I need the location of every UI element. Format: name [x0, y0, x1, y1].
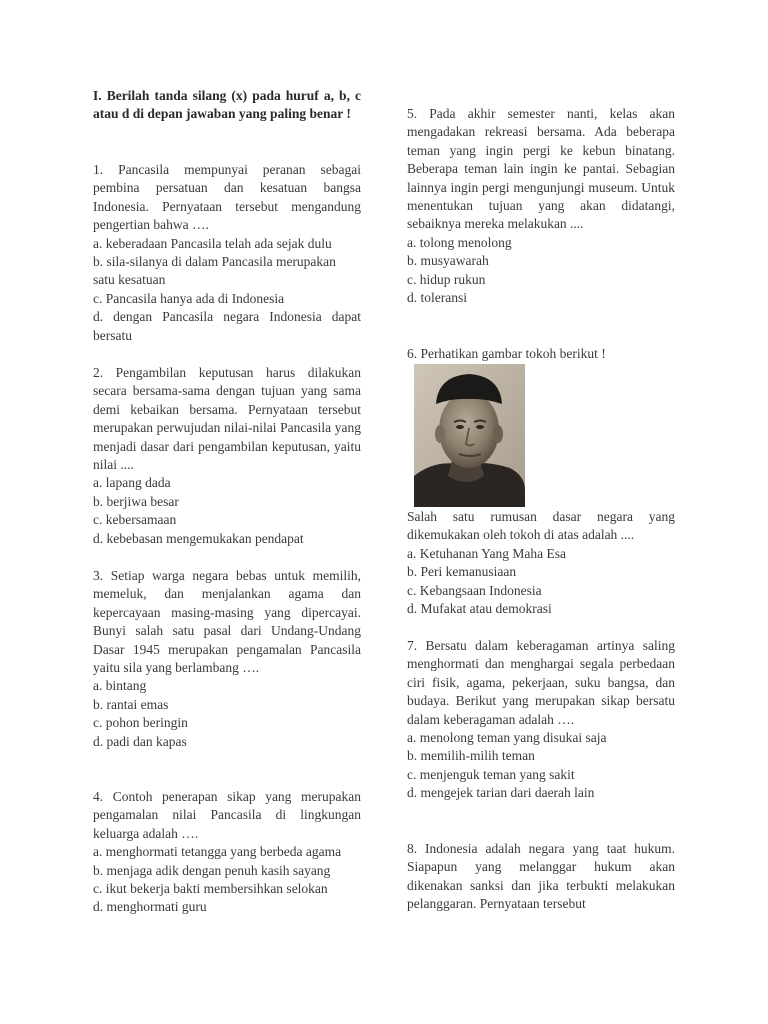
question-stem: 8. Indonesia adalah negara yang taat hukum. Siapapun yang melanggar hukum akan dikenakan sanksi dan jika terbukti melakukan pelanggaran. Pernyataan tersebut — [407, 841, 675, 912]
option-b[interactable]: b. memilih-milih teman — [407, 748, 535, 764]
question-stem: 1. Pancasila mempunyai peranan sebagai pembina persatuan dan kesatuan bangsa Indonesia. Pernyataan tersebut mengandung pengertian bahwa …. — [93, 162, 361, 233]
question-1 — [93, 161, 361, 345]
question-stem: 7. Bersatu dalam keberagaman artinya saling menghormati dan menghargai segala perbedaan ciri fisik, agama, pekerjaan, suku bangsa, dan budaya. Berikut yang merupakan sikap bersatu dalam keberagaman adalah …. — [407, 638, 675, 727]
instruction-heading: I. Berilah tanda silang (x) pada huruf a, b, c atau d di depan jawaban yang paling benar ! — [93, 88, 361, 122]
question-6 — [407, 345, 675, 363]
option-a[interactable]: a. menghormati tetangga yang berbeda agama — [93, 844, 342, 860]
question-stem: 4. Contoh penerapan sikap yang merupakan pengamalan nilai Pancasila di lingkungan keluarga adalah …. — [93, 789, 361, 841]
option-d[interactable]: d. mengejek tarian dari daerah lain — [407, 785, 595, 801]
question-2 — [93, 364, 361, 548]
option-c[interactable]: c. Pancasila hanya ada di Indonesia — [93, 290, 285, 306]
question-stem: 5. Pada akhir semester nanti, kelas akan mengadakan rekreasi bersama. Ada beberapa teman yang ingin pergi ke kebun binatang. Beberapa teman lain ingin ke pantai. Sebagian lainnya ingin pergi mengunjungi museum. Untuk menentukan tujuan yang akan didatangi, sebaiknya mereka melakukan .... — [407, 106, 675, 232]
option-b[interactable]: b. musyawarah — [407, 253, 489, 269]
portrait-photo — [414, 364, 525, 507]
option-a[interactable]: a. menolong teman yang disukai saja — [407, 730, 607, 746]
option-a[interactable]: a. lapang dada — [93, 475, 171, 491]
option-b[interactable]: b. rantai emas — [93, 696, 169, 712]
question-5 — [407, 105, 675, 307]
option-d[interactable]: d. Mufakat atau demokrasi — [407, 601, 552, 617]
option-c[interactable]: c. menjenguk teman yang sakit — [407, 766, 575, 782]
question-8 — [407, 840, 675, 914]
option-b[interactable]: b. sila-silanya di dalam Pancasila merupakan satu kesatuan — [93, 254, 336, 288]
option-c[interactable]: c. hidup rukun — [407, 271, 486, 287]
option-c[interactable]: c. pohon beringin — [93, 715, 188, 731]
question-stem: 2. Pengambilan keputusan harus dilakukan secara bersama-sama dengan tujuan yang sama demi kebaikan bersama. Pernyataan tersebut merupakan perwujudan nilai-nilai Pancasila yang menjadi dasar dari pengambilan keputusan, yaitu nilai .... — [93, 365, 361, 473]
option-c[interactable]: c. kebersamaan — [93, 512, 177, 528]
option-d[interactable]: d. dengan Pancasila negara Indonesia dapat bersatu — [93, 309, 361, 343]
question-3 — [93, 567, 361, 751]
option-b[interactable]: b. berjiwa besar — [93, 493, 179, 509]
option-d[interactable]: d. kebebasan mengemukakan pendapat — [93, 530, 304, 546]
option-c[interactable]: c. ikut bekerja bakti membersihkan selokan — [93, 881, 328, 897]
option-a[interactable]: a. keberadaan Pancasila telah ada sejak dulu — [93, 235, 332, 251]
option-b[interactable]: b. menjaga adik dengan penuh kasih sayang — [93, 862, 331, 878]
portrait-image — [414, 364, 525, 507]
question-6-body — [407, 508, 675, 618]
option-a[interactable]: a. tolong menolong — [407, 234, 512, 250]
option-d[interactable]: d. padi dan kapas — [93, 733, 187, 749]
option-b[interactable]: b. Peri kemanusiaan — [407, 564, 517, 580]
option-d[interactable]: d. menghormati guru — [93, 899, 207, 915]
question-7 — [407, 637, 675, 803]
option-d[interactable]: d. toleransi — [407, 290, 467, 306]
option-c[interactable]: c. Kebangsaan Indonesia — [407, 582, 542, 598]
option-a[interactable]: a. Ketuhanan Yang Maha Esa — [407, 545, 566, 561]
option-a[interactable]: a. bintang — [93, 678, 147, 694]
question-stem: 6. Perhatikan gambar tokoh berikut ! — [407, 346, 606, 361]
question-stem-2: Salah satu rumusan dasar negara yang dikemukakan oleh tokoh di atas adalah .... — [407, 509, 675, 543]
question-4 — [93, 788, 361, 917]
question-stem: 3. Setiap warga negara bebas untuk memilih, memeluk, dan menjalankan agama dan kepercayaan masing-masing yang dipercayai. Bunyi salah satu pasal dari Undang-Undang Dasar 1945 merupakan pengamalan Pancasila yaitu sila yang berlambang …. — [93, 568, 361, 676]
